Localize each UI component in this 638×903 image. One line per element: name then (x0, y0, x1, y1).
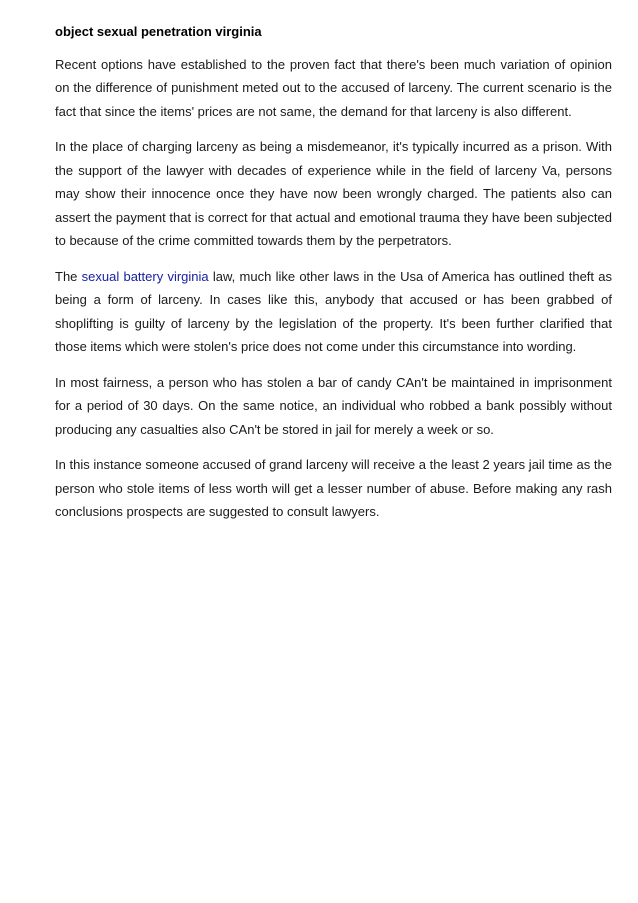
paragraph-text-before-link: The (55, 268, 82, 284)
paragraph: Recent options have established to the proven fact that there's been much variation of opinion on the difference of punishment meted out to the accused of larceny. The current scenario is the fact that since the items' prices are not same, the demand for that larceny is also different. (55, 56, 612, 119)
paragraph-text-after-link: law, much like other laws in the Usa of America has outlined theft as being a form of larceny. In cases like this, anybody that accused or has been grabbed of shoplifting is guilty of larceny by the legislation of the property. It's been further clarified that those items which were stolen's price does not come under this circumstance into wording. (55, 268, 613, 354)
document-content (55, 20, 612, 536)
document-title: object sexual penetration virginia (55, 24, 262, 39)
paragraph-with-link (55, 265, 612, 359)
sexual-battery-virginia-link[interactable]: sexual battery virginia (81, 268, 209, 284)
paragraph: In the place of charging larceny as being a misdemeanor, it's typically incurred as a prison. With the support of the lawyer with decades of experience while in the field of larceny Va, persons may show their innocence once they have now been wrongly charged. The patients also can assert the payment that is correct for that actual and emotional trauma they have been subjected to because of the crime committed towards them by the perpetrators. (55, 139, 612, 248)
paragraph: In most fairness, a person who has stolen a bar of candy CAn't be maintained in imprisonment for a period of 30 days. On the same notice, an individual who robbed a bank possibly without producing any casualties also CAn't be stored in jail for merely a week or so. (55, 374, 612, 437)
paragraph: In this instance someone accused of grand larceny will receive a the least 2 years jail time as the person who stole items of less worth will get a lesser number of abuse. Before making any rash conclusions prospects are suggested to consult lawyers. (55, 457, 612, 519)
